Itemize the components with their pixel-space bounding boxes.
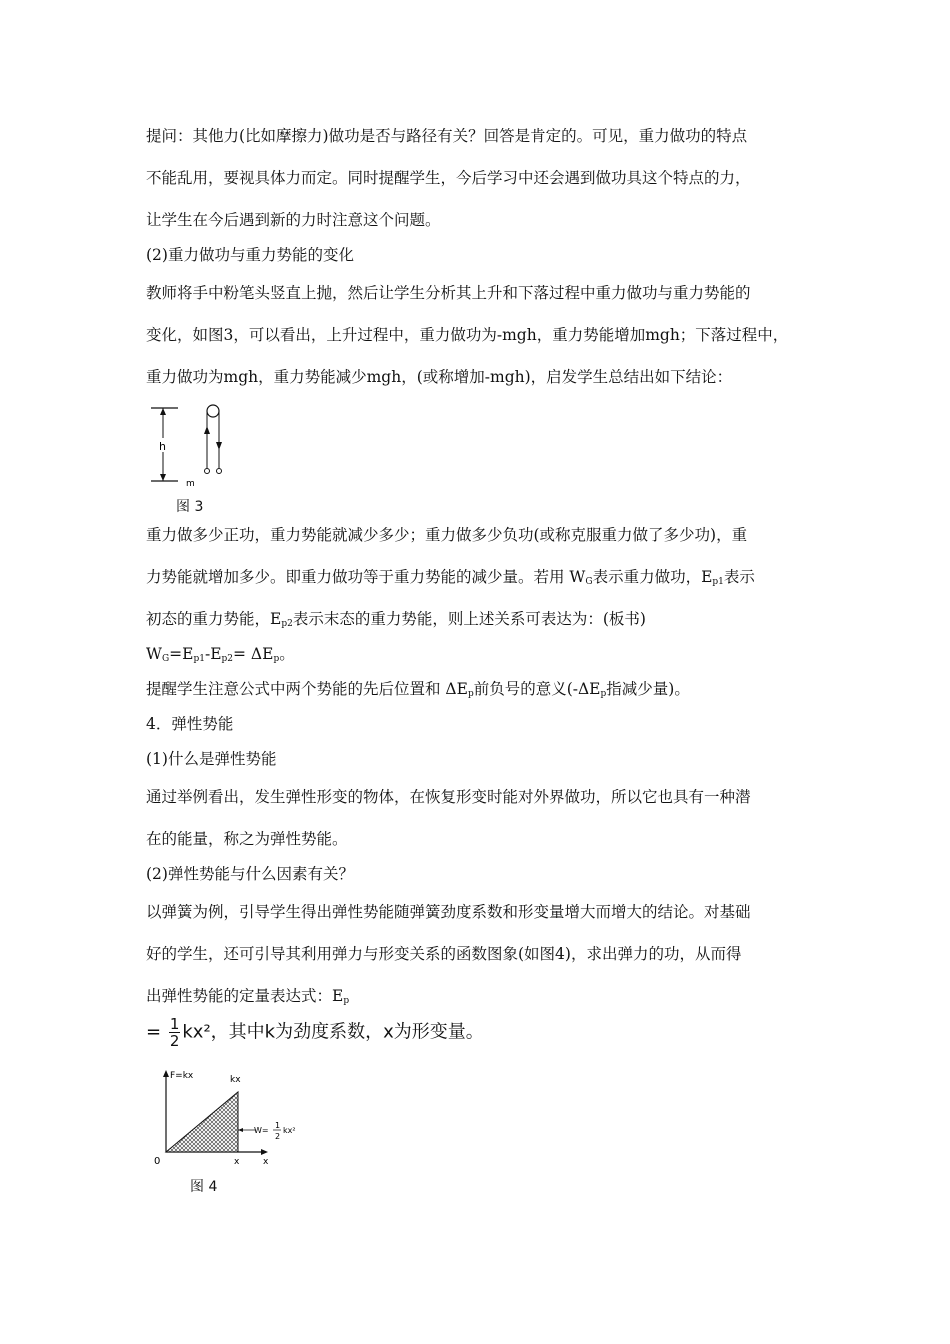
paragraph-line: 教师将手中粉笔头竖直上抛，然后让学生分析其上升和下落过程中重力做功与重力势能的 [146, 284, 751, 302]
text-run: -E [204, 645, 222, 663]
fraction-half [169, 1016, 181, 1049]
ball-top [207, 405, 219, 417]
subscript: p1 [712, 577, 724, 587]
subscript: p1 [193, 654, 205, 664]
figure-4-caption: 图 4 [190, 1179, 218, 1195]
label-f-eq-kx: F=kx [170, 1071, 194, 1081]
label-kx: kx [230, 1075, 241, 1085]
numerator: 1 [169, 1015, 180, 1033]
text-run: 。 [279, 645, 295, 663]
section-heading: (2)弹性势能与什么因素有关？ [146, 865, 354, 883]
label-origin: 0 [154, 1156, 161, 1167]
text-run: 表示 [723, 568, 755, 586]
subscript: p2 [221, 654, 234, 664]
label-w-kx: kx² [283, 1126, 296, 1135]
figure-3-caption: 图 3 [176, 499, 204, 515]
work-area-triangle [166, 1092, 238, 1152]
label-m: m [186, 479, 195, 489]
formula-text: kx²，其中k为劲度系数，x为形变量。 [182, 1021, 484, 1043]
label-x-axis: x [263, 1157, 269, 1167]
paragraph-line: 不能乱用，要视具体力而定。同时提醒学生，今后学习中还会遇到做功具这个特点的力， [146, 169, 751, 187]
paragraph-line: 重力做多少正功，重力势能就减少多少；重力做多少负功(或称克服重力做了多少功)，重 [146, 526, 748, 544]
paragraph-line: 通过举例看出，发生弹性形变的物体，在恢复形变时能对外界做功，所以它也具有一种潜 [146, 788, 751, 806]
subscript: p [467, 689, 474, 699]
pointer-arrow-icon [238, 1128, 243, 1132]
text-run: 初态的重力势能，E [146, 610, 282, 628]
subscript: p [343, 996, 350, 1006]
paragraph-line: 变化，如图3，可以看出，上升过程中，重力做功为-mgh，重力势能增加mgh；下落过程中， [146, 326, 789, 344]
arrow-down-icon [216, 442, 222, 450]
arrow-up-icon [204, 426, 210, 434]
text-run: 指减少量)。 [606, 680, 690, 698]
section-heading: (1)什么是弹性势能 [146, 750, 277, 768]
arrowhead-up [160, 408, 166, 415]
formula-line [146, 644, 295, 669]
label-w-num: 1 [275, 1121, 281, 1130]
ball-bottom-left [205, 469, 210, 474]
text-run: 前负号的意义(-ΔE [473, 680, 601, 698]
subscript: p [600, 689, 607, 699]
paragraph-line: 提问：其他力(比如摩擦力)做功是否与路径有关？回答是肯定的。可见，重力做功的特点 [146, 127, 748, 145]
text-run: =E [169, 645, 194, 663]
text-run: 出弹性势能的定量表达式：E [146, 987, 344, 1005]
section-heading: 4．弹性势能 [146, 715, 234, 733]
elastic-energy-formula [146, 1016, 484, 1049]
text-run: 表示重力做功，E [592, 568, 713, 586]
text-run: 力势能就增加多少。即重力做功等于重力势能的减少量。若用 W [146, 568, 586, 586]
y-axis-arrow-icon [163, 1070, 169, 1077]
section-heading: (2)重力做功与重力势能的变化 [146, 246, 354, 264]
subscript: p2 [281, 619, 293, 629]
text-run: 提醒学生注意公式中两个势能的先后位置和 ΔE [146, 680, 468, 698]
figure-4-graph [146, 1068, 326, 1168]
paragraph-line: 在的能量，称之为弹性势能。 [146, 830, 348, 848]
text-run: W [146, 645, 162, 663]
text-run: = ΔE [233, 645, 274, 663]
text-run: 表示末态的重力势能，则上述关系可表达为：(板书) [292, 610, 646, 628]
paragraph-line: 好的学生，还可引导其利用弹力与形变关系的函数图象(如图4)，求出弹力的功，从而得 [146, 945, 742, 963]
subscript: G [161, 654, 170, 664]
x-axis-arrow-icon [261, 1149, 268, 1155]
paragraph-line [146, 986, 349, 1011]
label-w-den: 2 [275, 1132, 281, 1141]
subscript: G [585, 577, 593, 587]
ball-bottom-right [217, 469, 222, 474]
paragraph-line: 重力做功为mgh，重力势能减少mgh，(或称增加-mgh)，启发学生总结出如下结论： [146, 368, 733, 386]
denominator: 2 [169, 1032, 180, 1050]
paragraph-line [146, 679, 690, 704]
arrowhead-down [160, 474, 166, 481]
label-x-tick: x [234, 1157, 240, 1167]
label-h: h [159, 440, 166, 453]
subscript: p [273, 654, 280, 664]
paragraph-line: 让学生在今后遇到新的力时注意这个问题。 [146, 211, 441, 229]
figure-3-diagram [146, 398, 246, 492]
paragraph-line [146, 567, 755, 592]
paragraph-line: 以弹簧为例，引导学生得出弹性势能随弹簧劲度系数和形变量增大而增大的结论。对基础 [146, 903, 751, 921]
equals-sign: = [146, 1021, 162, 1043]
paragraph-line [146, 609, 646, 634]
label-w: W= [254, 1126, 269, 1135]
